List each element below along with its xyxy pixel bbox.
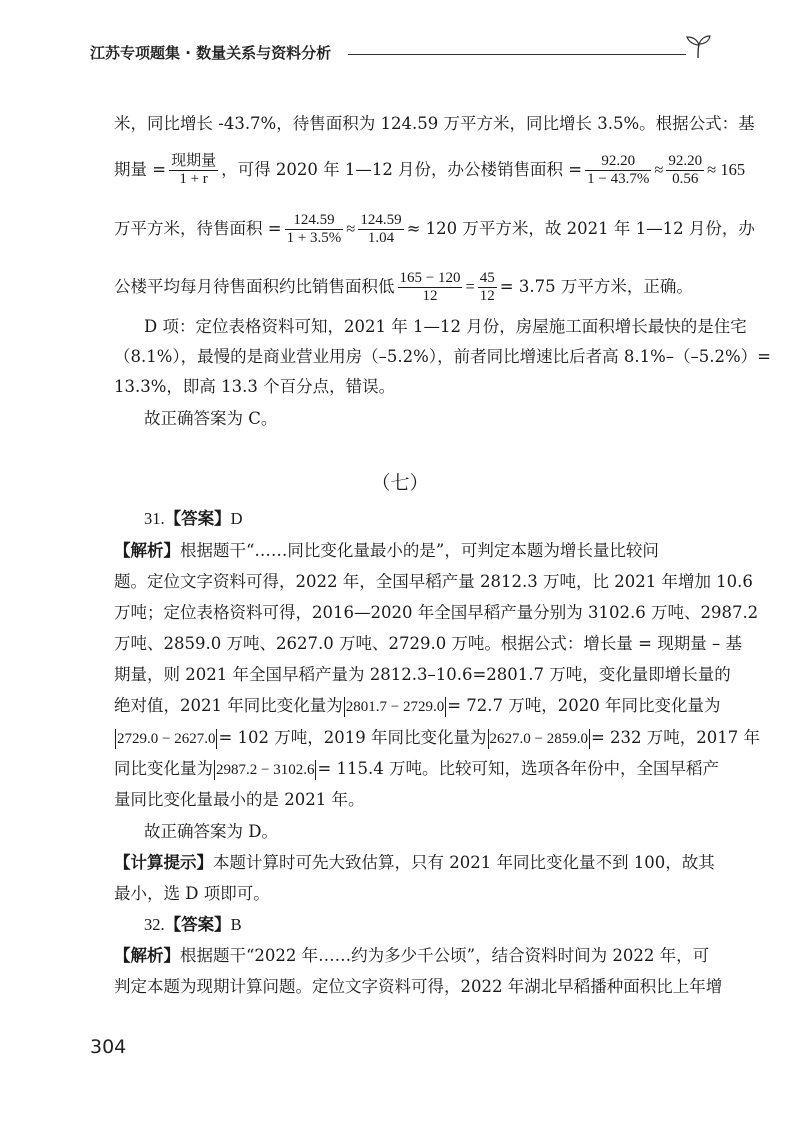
- abs-bar: [589, 729, 590, 749]
- text-run: = 3.75 万平方米，正确。: [499, 277, 693, 296]
- text-run: 根据题干“2022 年……约为多少千公顷”，结合资料时间为 2022 年，可: [180, 946, 710, 965]
- text-line: 判定本题为现期计算问题。定位文字资料可得，2022 年湖北早稻播种面积比上年增: [114, 977, 723, 996]
- answer-value: D: [230, 509, 243, 528]
- answer-label: 【答案】: [164, 915, 231, 934]
- text-run: 本题计算时可先大致估算，只有 2021 年同比变化量不到 100，故其: [213, 853, 715, 872]
- running-header: [90, 40, 712, 66]
- text-run: 万平方米，待售面积 =: [114, 219, 282, 238]
- text-line: 13.3%，即高 13.3 个百分点，错误。: [114, 377, 396, 396]
- abs-bar: [214, 760, 215, 780]
- numerator: 124.59: [360, 212, 402, 228]
- abs-expression: 2987.2 − 3102.6: [216, 762, 315, 778]
- fraction-formula: [478, 270, 497, 305]
- text-line: 题。定位文字资料可得，2022 年，全国早稻产量 2812.3 万吨，比 2021 年增加 10.6: [114, 572, 753, 591]
- text-run: ≈ 120 万平方米，故 2021 年 1—12 月份，办: [406, 219, 755, 238]
- question-32-header: [144, 913, 242, 937]
- sprout-icon: [684, 34, 712, 60]
- header-title: 江苏专项题集 · 数量关系与资料分析: [90, 44, 332, 62]
- approx-sign: ≈: [346, 219, 356, 238]
- question-number: 31.: [144, 509, 165, 528]
- text-run: ≈ 165: [707, 160, 746, 179]
- abs-expression: 2801.7 − 2729.0: [345, 699, 445, 715]
- text-line: 最小，选 D 项即可。: [114, 884, 270, 903]
- answer-line: 故正确答案为 C。: [144, 409, 278, 428]
- question-31-header: [144, 507, 243, 531]
- text-run: = 102 万吨，2019 年同比变化量为: [218, 728, 487, 747]
- abs-expression: 2627.0 − 2859.0: [489, 731, 588, 747]
- answer-label: 【答案】: [164, 509, 231, 528]
- text-line: [114, 539, 659, 563]
- numerator: 165 − 120: [399, 270, 461, 286]
- question-number: 32.: [144, 915, 165, 934]
- analysis-label: 【解析】: [114, 541, 180, 560]
- numerator: 92.20: [668, 153, 703, 169]
- text-run: 绝对值，2021 年同比变化量为: [114, 696, 343, 715]
- section-title: （七）: [371, 472, 429, 494]
- text-line-with-formula: [114, 270, 693, 305]
- abs-expression: 2729.0 − 2627.0: [117, 731, 216, 747]
- fraction-formula: [169, 153, 218, 188]
- fraction-formula: [585, 153, 651, 188]
- text-line: 米，同比增长 -43.7%，待售面积为 124.59 万平方米，同比增长 3.5%。根据公式：基: [114, 114, 755, 133]
- text-line: 万吨、2859.0 万吨、2627.0 万吨、2729.0 万吨。根据公式：增长量 = 现期量 – 基: [114, 634, 742, 653]
- fraction-formula: [285, 212, 344, 247]
- denominator: 12: [422, 288, 438, 304]
- text-line: D 项：定位表格资料可知，2021 年 1—12 月份，房屋施工面积增长最快的是住宅: [144, 317, 747, 336]
- text-run: 同比变化量为: [114, 759, 213, 778]
- text-run: 根据题干“……同比变化量最小的是”，可判定本题为增长量比较问: [180, 541, 659, 560]
- text-line-with-formula: [114, 153, 745, 188]
- text-line: [114, 851, 715, 875]
- denominator: 12: [479, 288, 495, 304]
- numerator: 现期量: [171, 153, 217, 169]
- text-line-with-formula: [114, 726, 760, 751]
- text-run: = 232 万吨，2017 年: [590, 728, 761, 747]
- numerator: 124.59: [285, 212, 344, 230]
- numerator: 92.20: [585, 153, 651, 171]
- text-run: = 72.7 万吨，2020 年同比变化量为: [447, 696, 721, 715]
- approx-sign: ≈: [654, 160, 664, 179]
- fraction-formula: [666, 153, 704, 188]
- analysis-label: 【解析】: [114, 946, 180, 965]
- fraction-formula: [398, 270, 463, 305]
- denominator: 1 − 43.7%: [587, 171, 650, 187]
- text-line: 量同比变化量最小的是 2021 年。: [114, 790, 365, 809]
- abs-bar: [115, 729, 116, 749]
- text-line-with-formula: [114, 757, 719, 782]
- text-line: 期量，则 2021 年全国早稻产量为 2812.3–10.6=2801.7 万吨，变化量即增长量的: [114, 665, 731, 684]
- text-line: （8.1%），最慢的是商业营业用房（–5.2%），前者同比增速比后者高 8.1%–（–5.2%）=: [114, 347, 771, 366]
- header-rule: [348, 54, 686, 55]
- text-line: 万吨；定位表格资料可得，2016—2020 年全国早稻产量分别为 3102.6 万吨、2987.2: [114, 603, 759, 622]
- text-run: = 115.4 万吨。比较可知，选项各年份中，全国早稻产: [317, 759, 720, 778]
- denominator: 1.04: [367, 230, 395, 246]
- answer-line: 故正确答案为 D。: [144, 822, 278, 841]
- text-line-with-formula: [114, 694, 721, 719]
- text-line: [114, 944, 709, 968]
- denominator: 1 + 3.5%: [286, 230, 342, 246]
- text-line-with-formula: [114, 212, 755, 247]
- denominator: 1 + r: [179, 171, 208, 187]
- tip-label: 【计算提示】: [114, 853, 213, 872]
- equals-sign: =: [465, 277, 475, 296]
- abs-bar: [488, 729, 489, 749]
- text-run: ，可得 2020 年 1—12 月份，办公楼销售面积 =: [221, 160, 583, 179]
- fraction-formula: [358, 212, 403, 247]
- answer-value: B: [230, 915, 242, 934]
- denominator: 0.56: [672, 171, 699, 187]
- text-run: 期量 =: [114, 160, 167, 179]
- numerator: 45: [479, 270, 495, 286]
- abs-bar: [344, 697, 345, 717]
- page-number: 304: [90, 1036, 127, 1058]
- text-run: 公楼平均每月待售面积约比销售面积低: [114, 277, 395, 296]
